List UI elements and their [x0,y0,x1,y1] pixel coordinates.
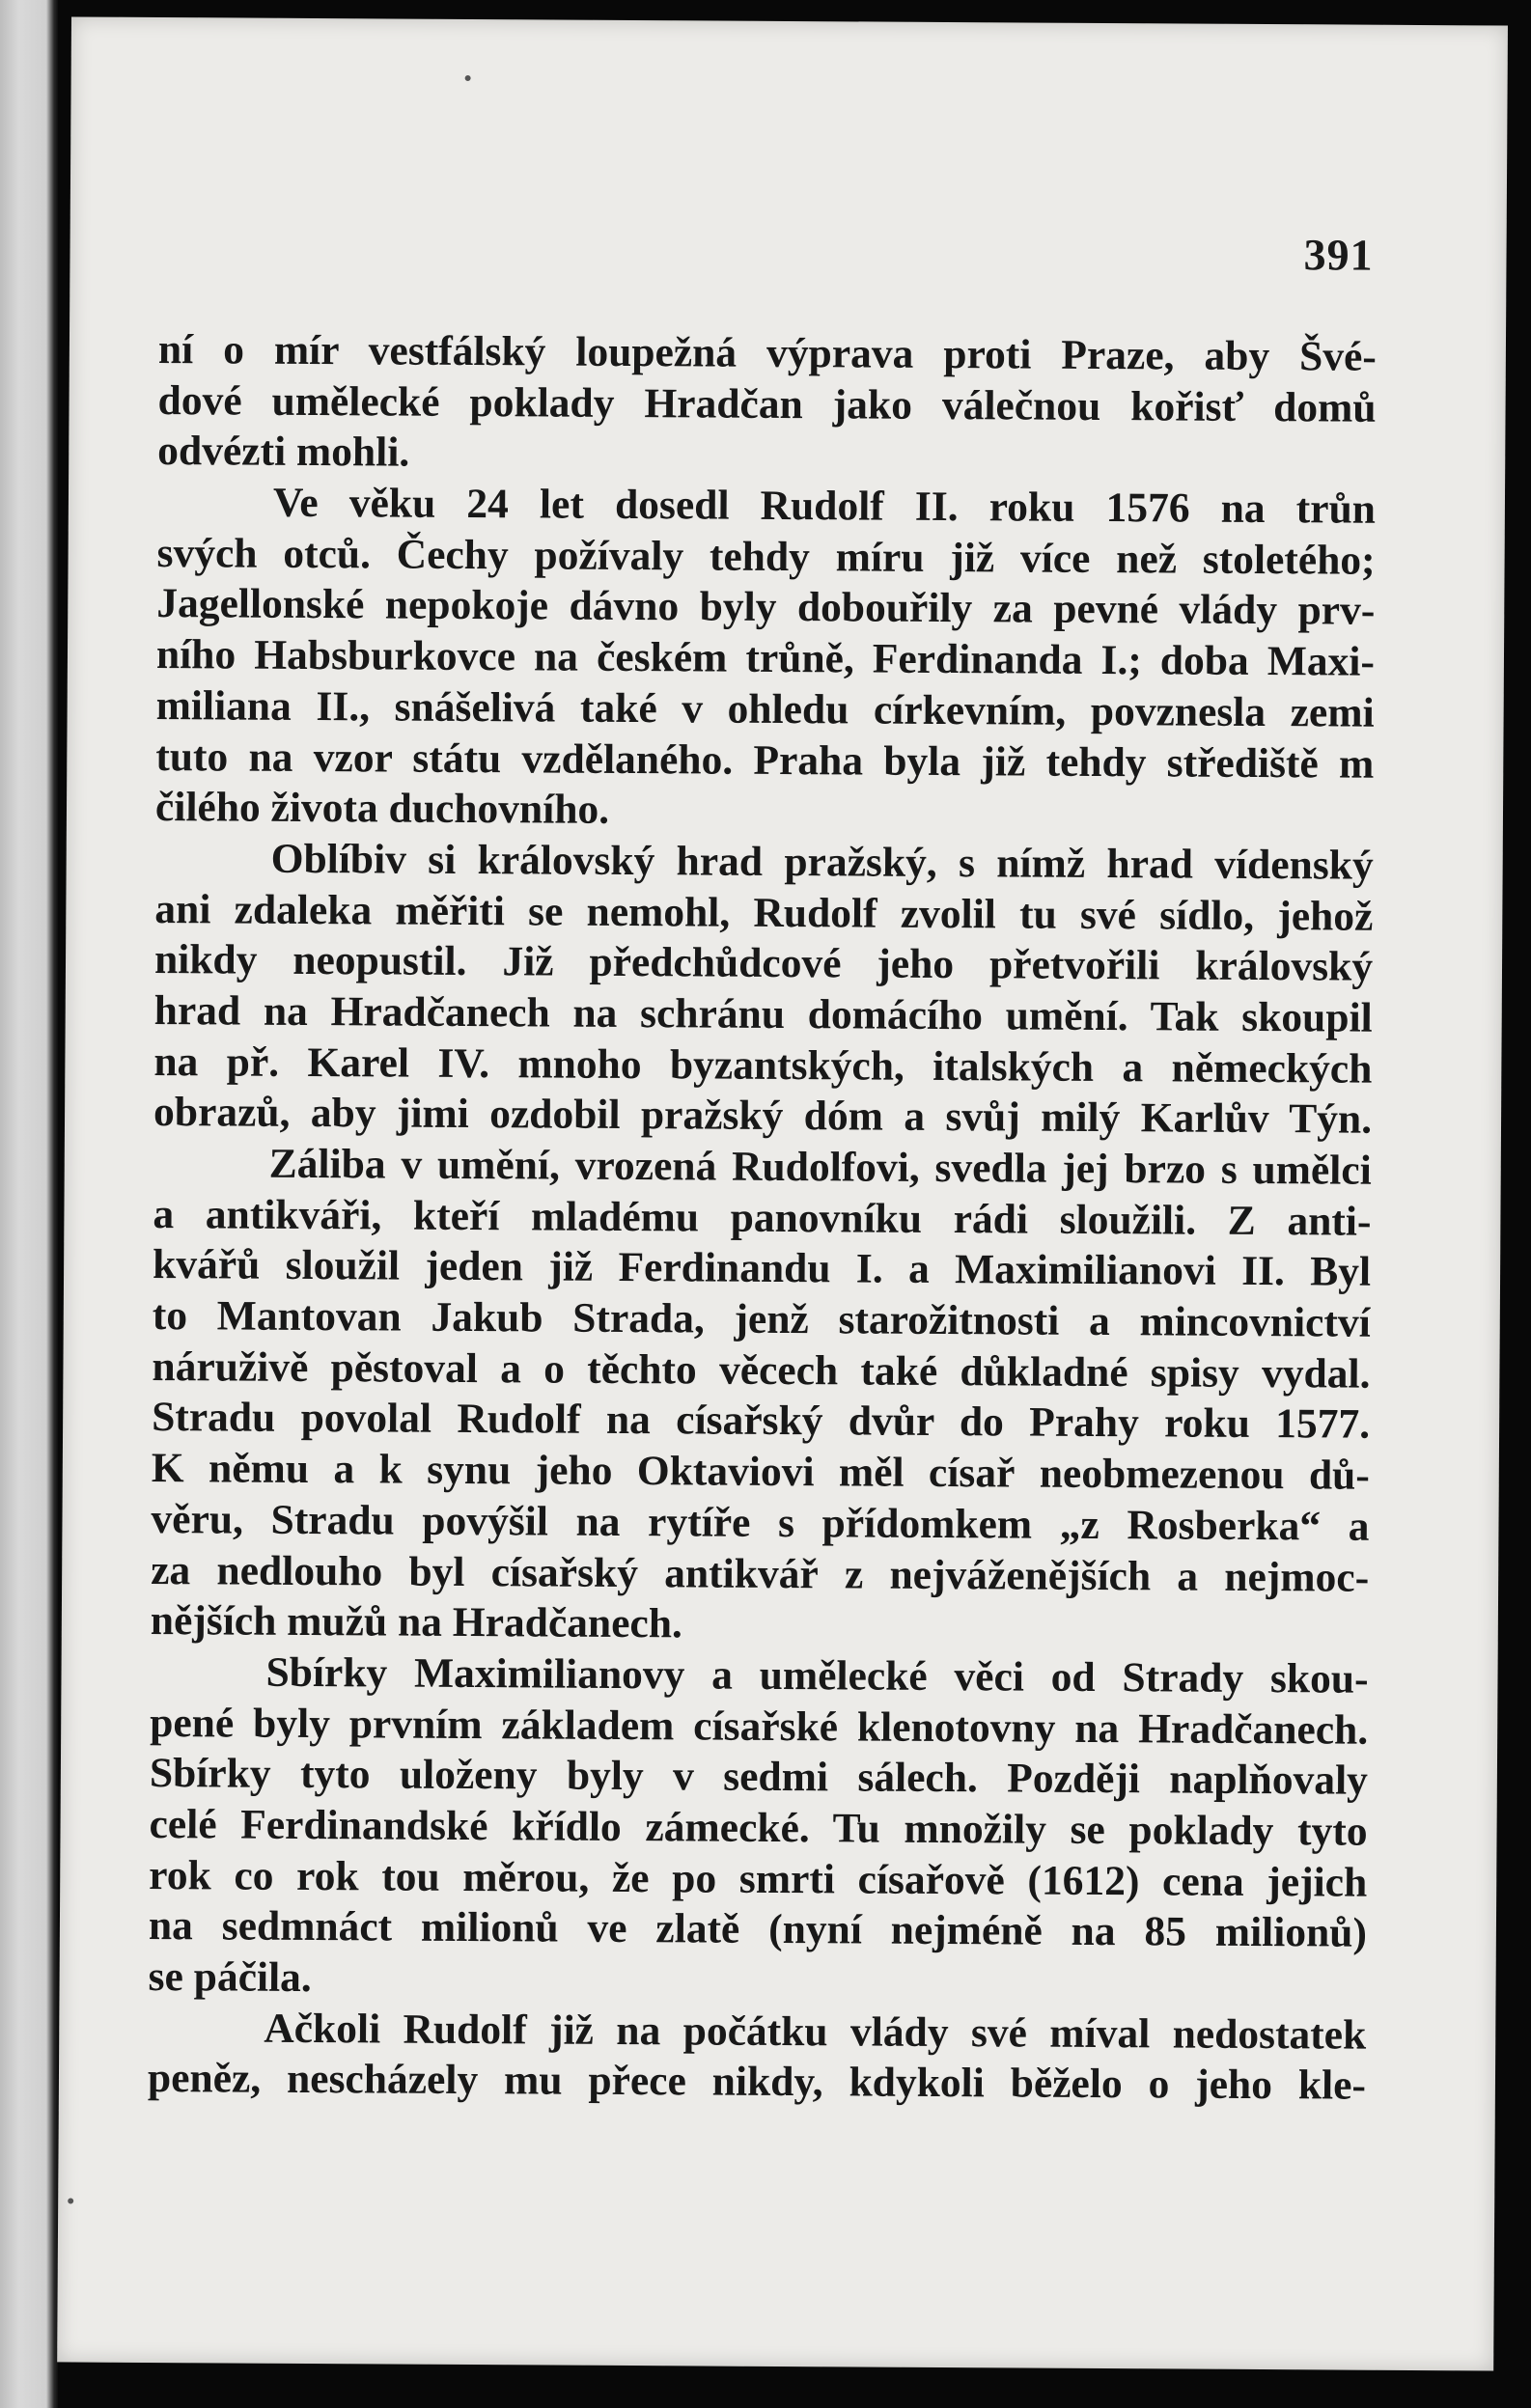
text-line: K němu a k synu jeho Oktaviovi měl císař neobmezenou dů- [151,1445,1370,1499]
text-line: ní o mír vestfálský loupežná výprava proti Praze, aby Švé- [157,326,1378,380]
text-line: peněz, nescházely mu přece nikdy, kdykoli běželo o jeho kle- [147,2055,1367,2110]
text-line: to Mantovan Jakub Strada, jenž starožitnosti a mincovnictví [152,1292,1371,1346]
page-number: 391 [1303,230,1374,280]
text-line: hrad na Hradčanech na schránu domácího umění. Tak skoupil [153,986,1373,1041]
text-line: Jagellonské nepokoje dávno byly dobouřily za pevné vlády prv- [156,580,1376,635]
text-line: Ve věku 24 let dosedl Rudolf II. roku 1576 na trůn [272,479,1377,533]
text-line: odvézti mohli. [157,428,410,476]
text-line: na sedmnáct milionů ve zlatě (nyní nejméně na 85 milionů) [148,1902,1368,1957]
text-line: tuto na vzor státu vzdělaného. Praha byla již tehdy střediště m [155,733,1375,788]
body-text [148,324,1377,2112]
text-line: ani zdaleka měřiti se nemohl, Rudolf zvolil tu své sídlo, jehož [154,885,1374,940]
text-line: Sbírky tyto uloženy byly v sedmi sálech. Později naplňovaly [149,1750,1369,1804]
text-line: Sbírky Maximilianovy a umělecké věci od Strady skou- [265,1648,1369,1702]
text-line: Stradu povolal Rudolf na císařský dvůr do Prahy roku 1577. [152,1394,1371,1449]
text-line: náruživě pěstoval a o těchto věcech také důkladné spisy vydal. [152,1342,1371,1398]
text-line: celé Ferdinandské křídlo zámecké. Tu množily se poklady tyto [149,1800,1368,1855]
text-line: dové umělecké poklady Hradčan jako válečnou kořisť domů [157,376,1377,431]
paper-speck [465,75,471,81]
previous-page-edge [0,0,58,2408]
text-line: Oblíbiv si královský hrad pražský, s nímž hrad vídenský [270,835,1374,889]
text-line: svých otců. Čechy požívaly tehdy míru již více než stoletého; [156,529,1376,584]
text-line: miliana II., snášelivá také v ohledu církevním, povznesla zemi [155,681,1375,736]
text-line: za nedlouho byl císařský antikvář z nejváženějších a nejmoc- [151,1546,1370,1601]
text-line: ního Habsburkovce na českém trůně, Ferdinanda I.; doba Maxi- [155,631,1376,685]
text-line: obrazů, aby jimi ozdobil pražský dóm a svůj milý Karlův Týn. [153,1089,1373,1144]
text-line: kvářů sloužil jeden již Ferdinandu I. a Maximilianovi II. Byl [152,1241,1372,1296]
paper-speck [68,2198,73,2203]
text-line: na př. Karel IV. mnoho byzantských, italských a německých [153,1038,1373,1093]
text-line: pené byly prvním základem císařské klenotovny na Hradčanech. [150,1699,1369,1754]
text-line: rok co rok tou měrou, že po smrti císařově (1612) cena jejich [149,1851,1368,1906]
text-line: nikdy neopustil. Již předchůdcové jeho přetvořili královský [153,936,1374,990]
text-line: a antikváři, kteří mladému panovníku rádi sloužili. Z anti- [153,1190,1372,1245]
text-line: Záliba v umění, vrozená Rudolfovi, svedla jej brzo s umělci [268,1140,1372,1194]
text-line: čilého života duchovního. [154,784,610,834]
text-line: věru, Stradu povýšil na rytíře s přídomkem „z Rosberka“ a [151,1495,1370,1550]
text-line: nějších mužů na Hradčanech. [150,1597,683,1647]
book-page [57,16,1508,2370]
text-line: Ačkoli Rudolf již na počátku vlády své míval nedostatek [264,2005,1367,2059]
text-line: se páčila. [148,1952,312,2002]
